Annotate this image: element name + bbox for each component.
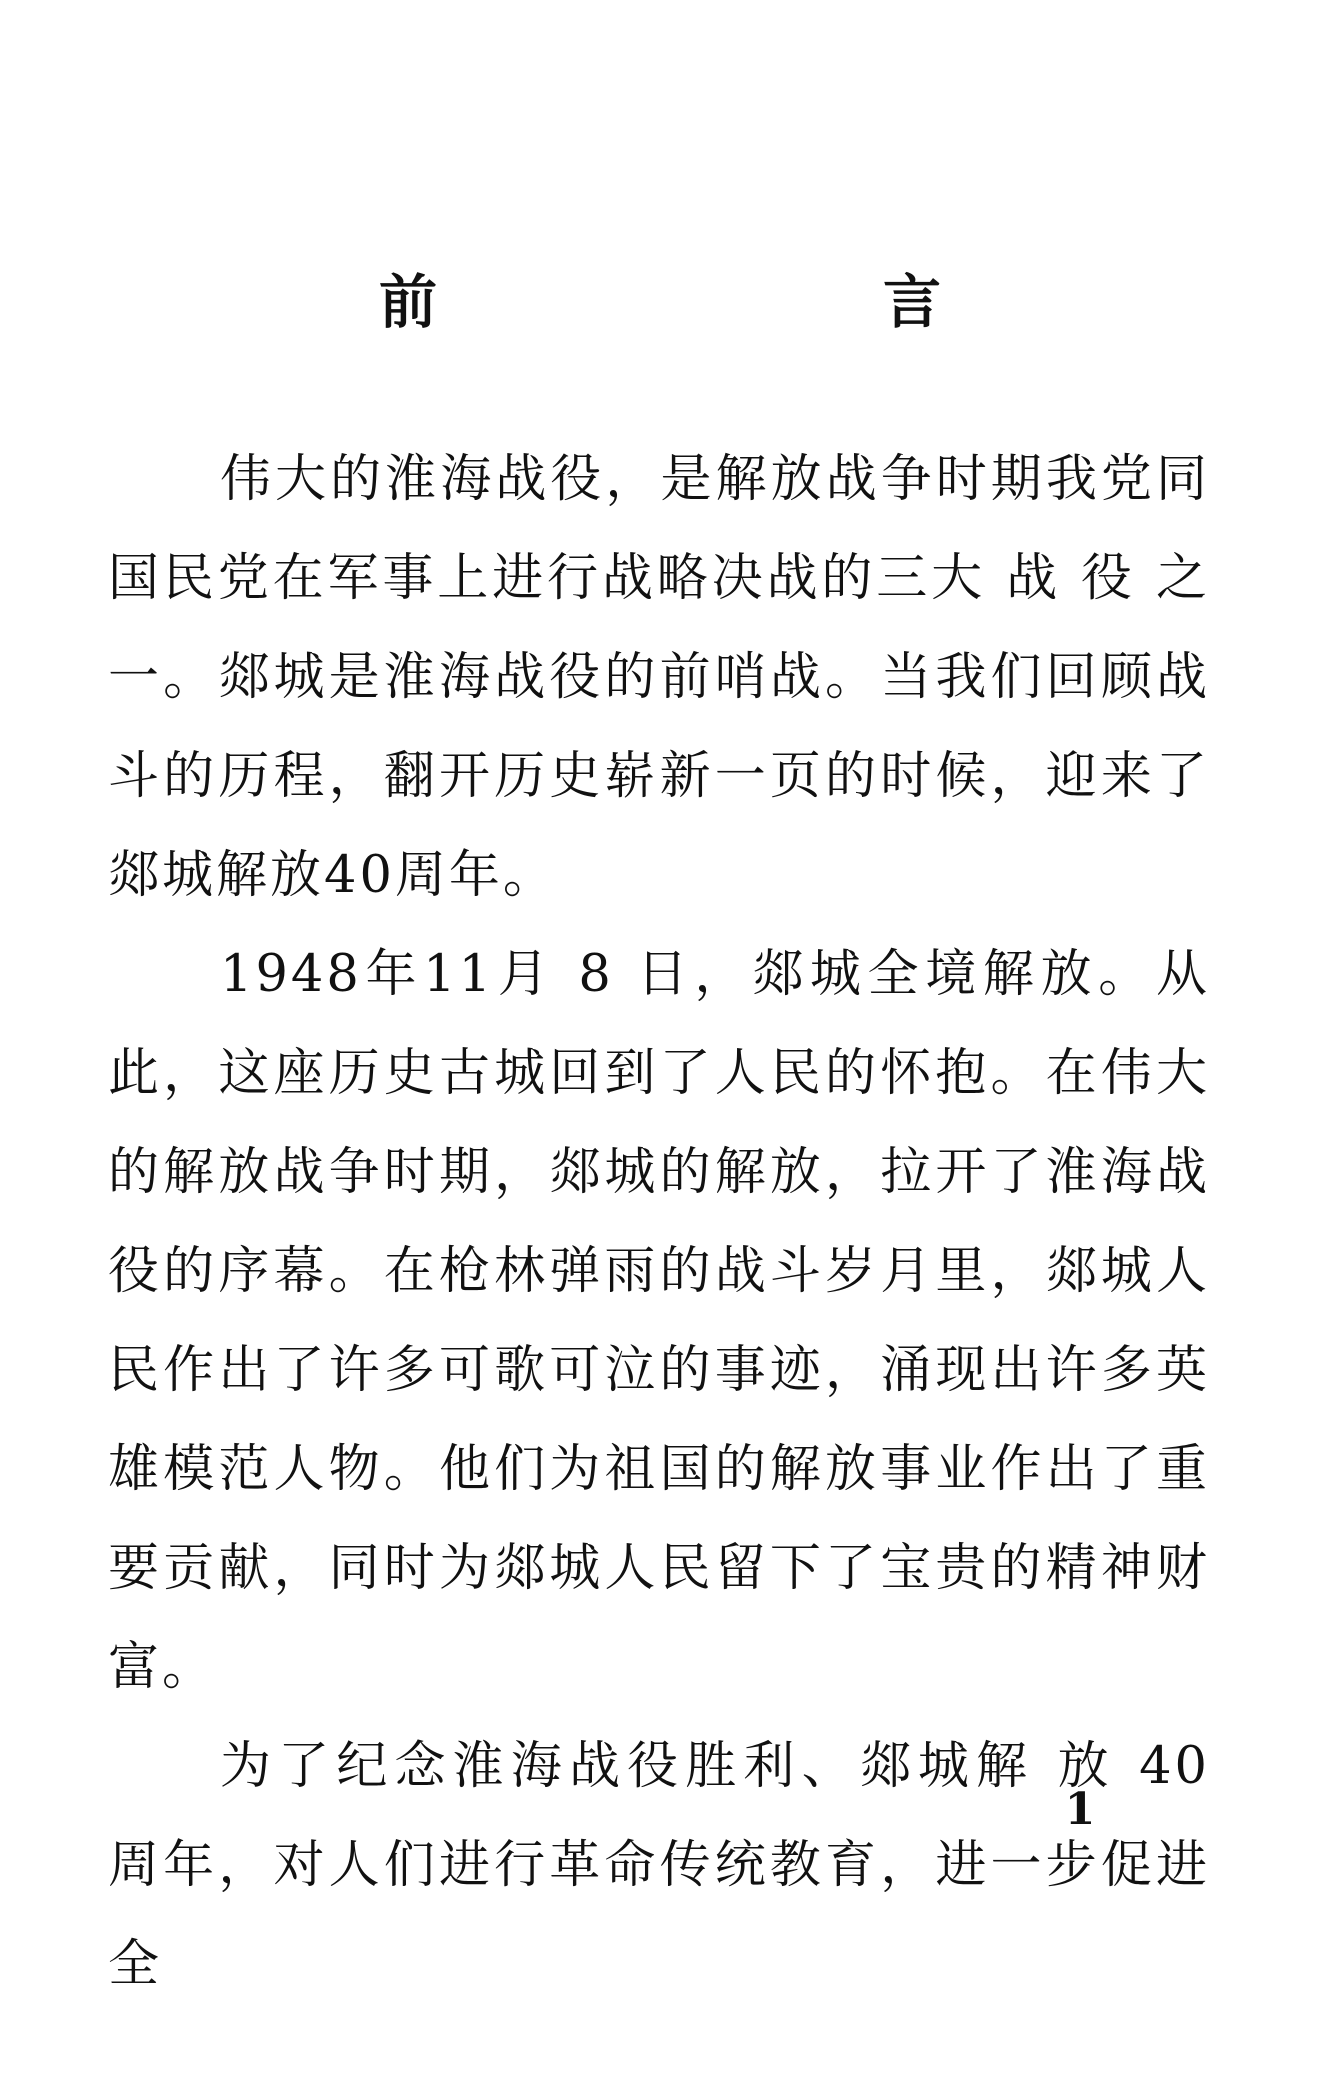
paragraph-2: 1948年11月 8 日，郯城全境解放。从此，这座历史古城回到了人民的怀抱。在伟大的解放战争时期，郯城的解放，拉开了淮海战役的序幕。在枪林弹雨的战斗岁月里，郯城人民作出了许多可歌可泣的事迹，涌现出许多英雄模范人物。他们为祖国的解放事业作出了重要贡献，同时为郯城人民留下了宝贵的精神财富。 [108,945,1210,1697]
page-number: 1 [1064,1784,1096,1835]
page-title: 前 言 [378,268,1051,336]
body-text [108,430,1210,2014]
paragraph-1: 伟大的淮海战役，是解放战争时期我党同国民党在军事上进行战略决战的三大 战 役 之一。郯城是淮海战役的前哨战。当我们回顾战斗的历程，翻开历史崭新一页的时候，迎来了郯城解放40周年。 [108,450,1210,905]
paragraph-3: 为了纪念淮海战役胜利、郯城解 放 40 周年，对人们进行革命传统教育，进一步促进全 [108,1737,1210,1994]
